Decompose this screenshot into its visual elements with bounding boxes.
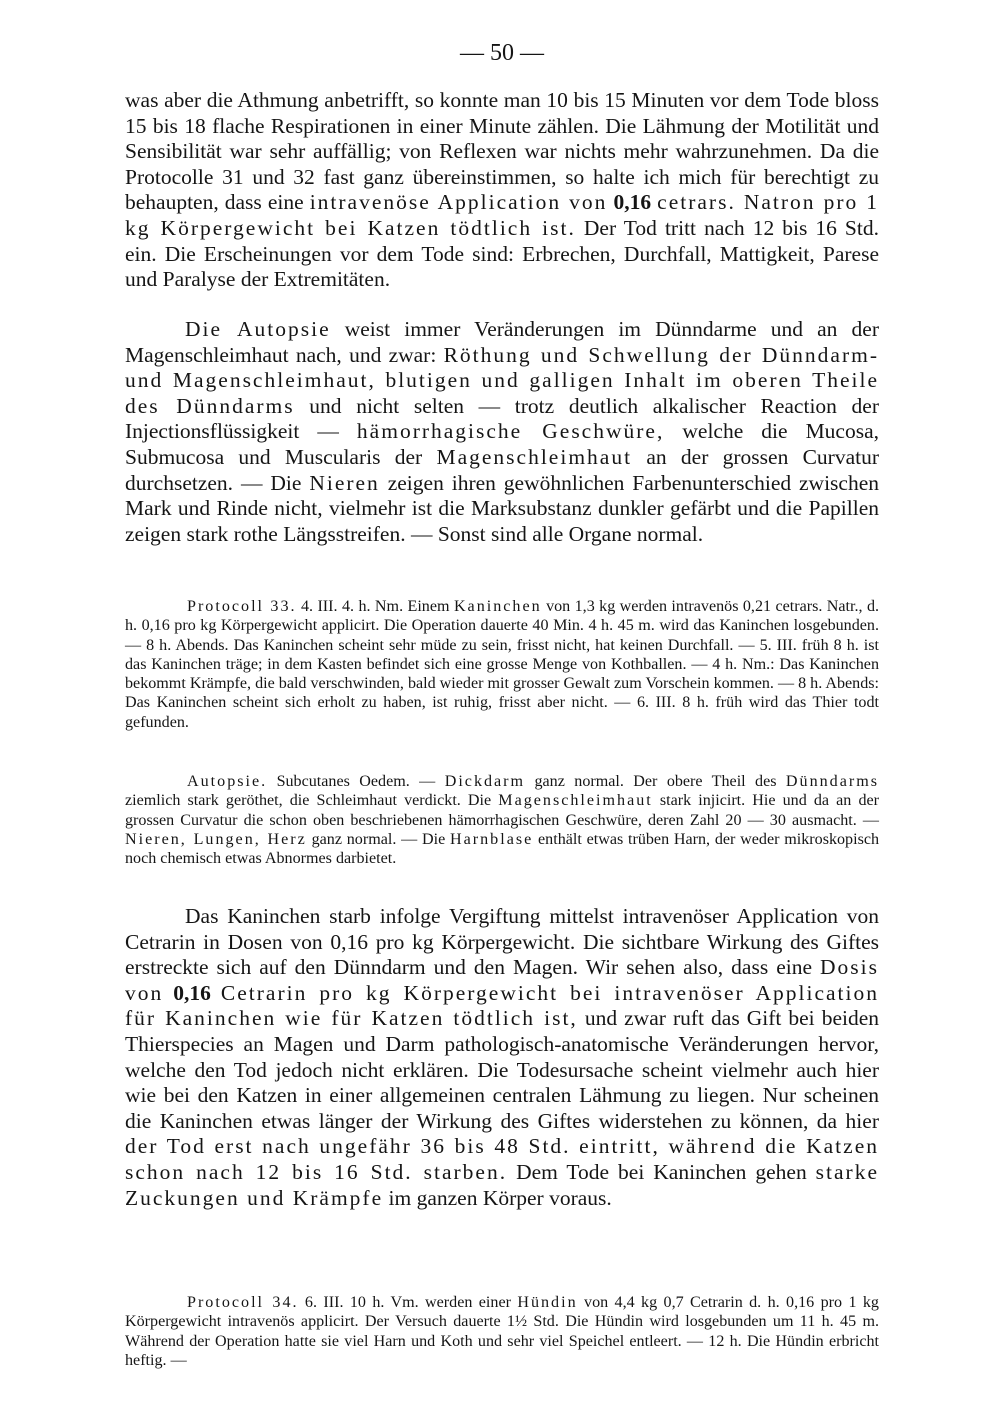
spaced-text: Nieren, Lungen, Herz bbox=[125, 830, 307, 848]
text-run: von 1,3 kg werden intravenös 0,21 cetrars. Natr., d. h. 0,16 pro kg Körpergewicht applicirt. Die Operation dauerte 40 Min. 4 h. 45 m. wird das Kaninchen losgebunden. — 8 h. Abends. Das Kaninchen scheint sehr müde zu sein, frisst nicht, hat keinen Durchfall. — 5. III. früh 8 h. ist das Kaninchen träge; in dem Kasten befindet sich eine grosse Menge von Kothballen. — 4 h. Nm.: Das Kaninchen bekommt Krämpfe, die bald verschwinden, bald wieder mit grosser Gewalt zum Vorschein kommen. — 8 h. Abends: Das Kaninchen scheint sich erholt zu haben, ist ruhig, frisst aber nicht. — 6. III. 8 h. früh wird das Thier todt gefunden. bbox=[125, 598, 880, 731]
page-number: — 50 — bbox=[460, 40, 544, 66]
text-run: von 4,4 kg 0,7 Cetrarin d. h. 0,16 pro 1 kg Körpergewicht intravenös applicirt. Der Versuch dauerte 1½ Std. Die Hündin wird losgebunden um 11 h. 45 m. Während der Operation hatte sie viel Harn und Koth und sehr viel Speichel entleert. — 12 h. Die Hündin erbricht heftig. — bbox=[125, 1294, 879, 1369]
bold-dose: 0,16 bbox=[173, 980, 211, 1005]
text-run: 4. III. 4. h. Nm. Einem bbox=[300, 598, 450, 615]
text-run: was aber die Athmung anbetrifft, so konnte man 10 bis 15 Minuten vor dem Tode bloss 15 bis 18 flache Respirationen in einer Minute zählen. Die Lähmung der Motilität und Sensibilität war sehr auffällig; von Reflexen war nichts mehr wahrzunehmen. Da die Protocolle 31 und 32 fast ganz übereinstimmen, so halte ich mich für berechtigt zu behaupten, dass eine bbox=[125, 88, 879, 215]
text-run: enthält etwas trüben Harn, der weder mikroskopisch noch chemisch etwas Abnormes darbietet. bbox=[125, 830, 880, 868]
paragraph-intro bbox=[125, 88, 879, 293]
text-run: Der Tod tritt nach 12 bis 16 Std. ein. Die Erscheinungen vor dem Tode sind: Erbrechen, Durchfall, Mattigkeit, Parese und Paralyse der Extremitäten. bbox=[125, 215, 879, 292]
protocol-33-autopsie bbox=[125, 772, 879, 868]
text-run: ganz normal. — Die bbox=[311, 830, 446, 848]
document-page bbox=[125, 0, 879, 1419]
autopsie-heading: Autopsie. bbox=[187, 773, 268, 790]
spaced-text: cetrars. Natron pro 1 kg Körpergewicht bei Katzen tödtlich ist. bbox=[125, 190, 880, 240]
text-run: und zwar ruft das Gift bei beiden Thierspecies an Magen und Darm pathologisch-anatomische Veränderungen hervor, welche den Tod jedoch nicht erklären. Die Todesursache scheint vielmehr auch hier wie bei den Katzen in einer allgemeinen centralen Lähmung zu liegen. Nur scheinen die Kaninchen etwas länger der Wirkung des Giftes widerstehen zu können, da hier bbox=[125, 1006, 879, 1133]
text-run: und nicht selten — trotz deutlich alkalischer Reaction der Injectionsflüssigkeit — bbox=[125, 393, 880, 444]
spaced-text: Kaninchen bbox=[453, 598, 542, 615]
spaced-text: starke Zuckungen und Krämpfe bbox=[125, 1159, 880, 1210]
spaced-text: Dünndarms bbox=[785, 773, 880, 790]
spaced-text: hämorrhagische Geschwüre, bbox=[356, 419, 665, 444]
text-run: 6. III. 10 h. Vm. werden einer bbox=[304, 1294, 511, 1311]
spaced-text: Röthung und Schwellung der Dünndarm- und Magenschleimhaut, blutigen und galligen Inhalt im oberen Theile des Dünndarms bbox=[125, 342, 880, 418]
spaced-text: Nieren bbox=[309, 470, 380, 495]
spaced-text: Harnblase bbox=[450, 830, 534, 848]
spaced-text: Dosis von bbox=[125, 955, 880, 1005]
spaced-text: intravenöse Application von bbox=[309, 190, 608, 215]
paragraph-autopsie bbox=[125, 317, 879, 547]
text-run: welche die Mucosa, Submucosa und Muscularis der bbox=[125, 419, 880, 469]
protocol-34 bbox=[125, 1293, 879, 1370]
text-run: ziemlich stark geröthet, die Schleimhaut verdickt. Die bbox=[125, 792, 492, 810]
text-run: stark injicirt. Hie und da an der grossen Curvatur die schon oben beschriebenen hämorrhagischen Geschwüre, deren Zahl 20 — 30 ausmacht. — bbox=[125, 792, 879, 829]
text-run: im ganzen Körper voraus. bbox=[388, 1185, 612, 1210]
text-run: Dem Tode bei Kaninchen gehen bbox=[516, 1159, 807, 1184]
spaced-text: der Tod erst nach ungefähr 36 bis 48 Std. eintritt, während die Katzen schon nach 12 bis 16 Std. starben. bbox=[125, 1134, 879, 1184]
protocol-33 bbox=[125, 597, 879, 732]
text-run: Das Kaninchen starb infolge Vergiftung mittelst intravenöser Application von Cetrarin in Dosen von 0,16 pro kg Körpergewicht. Die sichtbare Wirkung des Giftes erstreckte sich auf den Dünndarm und den Magen. Wir sehen also, dass eine bbox=[125, 904, 879, 980]
bold-dose: 0,16 bbox=[613, 190, 652, 215]
spaced-text: Cetrarin pro kg Körpergewicht bei intravenöser Application für Kaninchen wie für Katzen tödtlich ist, bbox=[125, 980, 879, 1031]
text-run: Subcutanes Oedem. — bbox=[276, 773, 436, 790]
protocol-heading: Protocoll 34. bbox=[187, 1294, 299, 1311]
spaced-text: Hündin bbox=[517, 1294, 578, 1311]
spaced-text: Magenschleimhaut bbox=[498, 792, 653, 810]
spaced-text: Dickdarm bbox=[444, 773, 526, 790]
text-run: zeigen ihren gewöhnlichen Farbenunterschied zwischen Mark und Rinde nicht, vielmehr ist die Marksubstanz dunkler gefärbt und die Papillen zeigen stark rothe Längsstreifen. — Sonst sind alle Organe normal. bbox=[125, 470, 880, 546]
text-run: an der grossen Curvatur durchsetzen. — Die bbox=[125, 444, 880, 495]
protocol-heading: Protocoll 33. bbox=[187, 598, 297, 615]
spaced-text: Die Autopsie bbox=[185, 317, 331, 341]
paragraph-conclusion bbox=[125, 904, 879, 1211]
spaced-text: Magenschleimhaut bbox=[436, 444, 633, 469]
text-run: ganz normal. Der obere Theil des bbox=[534, 773, 777, 790]
text-run: weist immer Veränderungen im Dünndarme und an der Magenschleimhaut nach, und zwar: bbox=[125, 317, 879, 367]
